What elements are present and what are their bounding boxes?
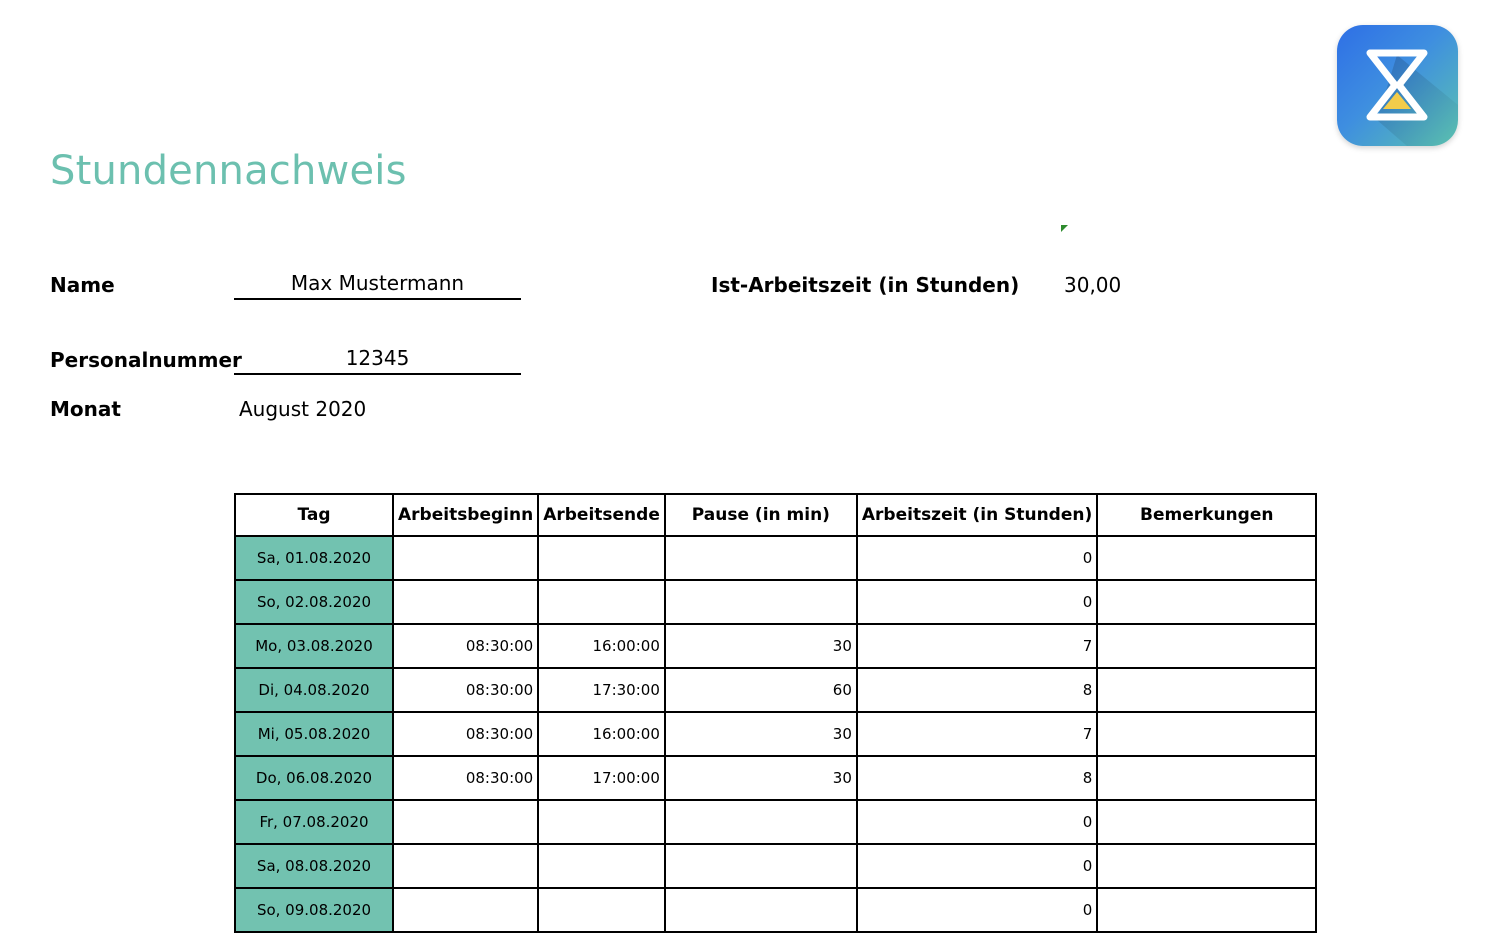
name-field[interactable]: Max Mustermann bbox=[234, 268, 521, 300]
remarks-cell[interactable] bbox=[1097, 800, 1316, 844]
month-value: August 2020 bbox=[239, 397, 367, 421]
day-cell: Sa, 01.08.2020 bbox=[235, 536, 393, 580]
table-row bbox=[235, 800, 1316, 844]
personal-number-field[interactable]: 12345 bbox=[234, 343, 521, 375]
pause-cell[interactable] bbox=[665, 580, 857, 624]
pause-cell[interactable]: 30 bbox=[665, 712, 857, 756]
header-tag: Tag bbox=[235, 494, 393, 536]
remarks-cell[interactable] bbox=[1097, 844, 1316, 888]
start-time-cell[interactable]: 08:30:00 bbox=[393, 756, 538, 800]
table-row bbox=[235, 844, 1316, 888]
start-time-cell[interactable] bbox=[393, 580, 538, 624]
end-time-cell[interactable]: 16:00:00 bbox=[538, 624, 665, 668]
end-time-cell[interactable] bbox=[538, 800, 665, 844]
day-cell: Di, 04.08.2020 bbox=[235, 668, 393, 712]
day-cell: Fr, 07.08.2020 bbox=[235, 800, 393, 844]
end-time-cell[interactable] bbox=[538, 888, 665, 932]
remarks-cell[interactable] bbox=[1097, 712, 1316, 756]
pause-cell[interactable] bbox=[665, 888, 857, 932]
start-time-cell[interactable]: 08:30:00 bbox=[393, 624, 538, 668]
work-hours-cell[interactable]: 7 bbox=[857, 624, 1097, 668]
pause-cell[interactable]: 30 bbox=[665, 624, 857, 668]
table-row bbox=[235, 756, 1316, 800]
end-time-cell[interactable] bbox=[538, 844, 665, 888]
actual-hours-label: Ist-Arbeitszeit (in Stunden) bbox=[711, 273, 1020, 297]
header-bemerkungen: Bemerkungen bbox=[1097, 494, 1316, 536]
start-time-cell[interactable] bbox=[393, 844, 538, 888]
header-pause: Pause (in min) bbox=[665, 494, 857, 536]
start-time-cell[interactable]: 08:30:00 bbox=[393, 668, 538, 712]
start-time-cell[interactable] bbox=[393, 888, 538, 932]
work-hours-cell[interactable]: 0 bbox=[857, 536, 1097, 580]
hourglass-icon bbox=[1337, 25, 1458, 146]
day-cell: Mo, 03.08.2020 bbox=[235, 624, 393, 668]
work-hours-cell[interactable]: 0 bbox=[857, 580, 1097, 624]
pause-cell[interactable]: 60 bbox=[665, 668, 857, 712]
start-time-cell[interactable] bbox=[393, 536, 538, 580]
table-row bbox=[235, 668, 1316, 712]
remarks-cell[interactable] bbox=[1097, 668, 1316, 712]
personal-number-label: Personalnummer bbox=[50, 348, 242, 372]
day-cell: So, 02.08.2020 bbox=[235, 580, 393, 624]
remarks-cell[interactable] bbox=[1097, 580, 1316, 624]
table-row bbox=[235, 888, 1316, 932]
remarks-cell[interactable] bbox=[1097, 624, 1316, 668]
month-label: Monat bbox=[50, 397, 121, 421]
page-title: Stundennachweis bbox=[50, 148, 407, 194]
end-time-cell[interactable]: 17:00:00 bbox=[538, 756, 665, 800]
work-hours-cell[interactable]: 8 bbox=[857, 668, 1097, 712]
day-cell: So, 09.08.2020 bbox=[235, 888, 393, 932]
remarks-cell[interactable] bbox=[1097, 888, 1316, 932]
table-row bbox=[235, 580, 1316, 624]
name-label: Name bbox=[50, 273, 115, 297]
header-arbeitsende: Arbeitsende bbox=[538, 494, 665, 536]
day-cell: Mi, 05.08.2020 bbox=[235, 712, 393, 756]
pause-cell[interactable]: 30 bbox=[665, 756, 857, 800]
work-hours-cell[interactable]: 7 bbox=[857, 712, 1097, 756]
work-hours-cell[interactable]: 0 bbox=[857, 888, 1097, 932]
header-arbeitsbeginn: Arbeitsbeginn bbox=[393, 494, 538, 536]
table-row bbox=[235, 536, 1316, 580]
work-hours-cell[interactable]: 0 bbox=[857, 800, 1097, 844]
work-hours-cell[interactable]: 8 bbox=[857, 756, 1097, 800]
actual-hours-value: 30,00 bbox=[1064, 273, 1122, 297]
end-time-cell[interactable] bbox=[538, 580, 665, 624]
remarks-cell[interactable] bbox=[1097, 536, 1316, 580]
end-time-cell[interactable]: 17:30:00 bbox=[538, 668, 665, 712]
pause-cell[interactable] bbox=[665, 536, 857, 580]
end-time-cell[interactable]: 16:00:00 bbox=[538, 712, 665, 756]
start-time-cell[interactable] bbox=[393, 800, 538, 844]
day-cell: Do, 06.08.2020 bbox=[235, 756, 393, 800]
start-time-cell[interactable]: 08:30:00 bbox=[393, 712, 538, 756]
end-time-cell[interactable] bbox=[538, 536, 665, 580]
header-arbeitszeit: Arbeitszeit (in Stunden) bbox=[857, 494, 1097, 536]
timesheet-table bbox=[234, 493, 1317, 933]
table-header-row bbox=[235, 494, 1316, 536]
pause-cell[interactable] bbox=[665, 800, 857, 844]
remarks-cell[interactable] bbox=[1097, 756, 1316, 800]
comment-marker bbox=[1061, 225, 1068, 232]
table-row bbox=[235, 624, 1316, 668]
day-cell: Sa, 08.08.2020 bbox=[235, 844, 393, 888]
pause-cell[interactable] bbox=[665, 844, 857, 888]
app-logo bbox=[1337, 25, 1458, 146]
work-hours-cell[interactable]: 0 bbox=[857, 844, 1097, 888]
table-row bbox=[235, 712, 1316, 756]
